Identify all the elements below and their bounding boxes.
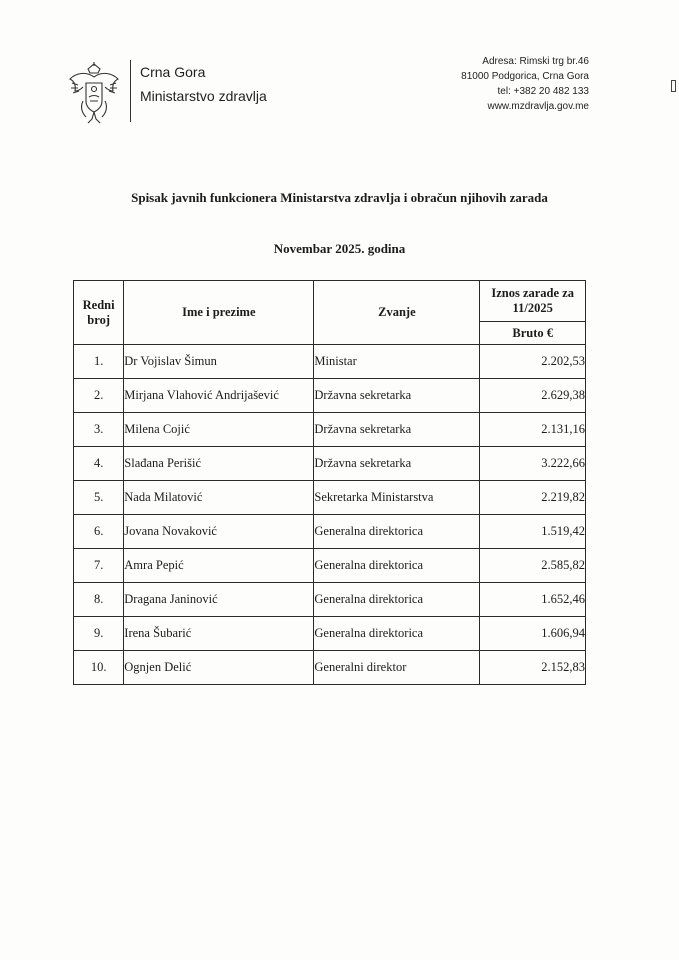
- header-amount: [480, 281, 586, 322]
- address-website: www.mzdravlja.gov.me: [487, 101, 589, 112]
- cell-amount: 2.152,83: [480, 651, 586, 685]
- scan-edge-mark: [671, 80, 676, 92]
- coat-of-arms-icon: [66, 61, 122, 125]
- header-ordinal: Redni broj: [74, 281, 124, 345]
- cell-ordinal: 2.: [74, 379, 124, 413]
- table-row: [74, 549, 586, 583]
- table-row: [74, 583, 586, 617]
- cell-amount: 2.202,53: [480, 345, 586, 379]
- cell-name: Nada Milatović: [124, 481, 314, 515]
- cell-ordinal: 6.: [74, 515, 124, 549]
- header-amount-line1: Iznos zarade za: [491, 286, 574, 300]
- cell-name: Ognjen Delić: [124, 651, 314, 685]
- cell-ordinal: 3.: [74, 413, 124, 447]
- header-amount-line2: 11/2025: [512, 301, 553, 315]
- address-phone: tel: +382 20 482 133: [497, 86, 589, 97]
- cell-name: Irena Šubarić: [124, 617, 314, 651]
- table-row: [74, 413, 586, 447]
- cell-title: Generalni direktor: [314, 651, 480, 685]
- table-row: [74, 617, 586, 651]
- cell-name: Mirjana Vlahović Andrijašević: [124, 379, 314, 413]
- cell-name: Milena Cojić: [124, 413, 314, 447]
- table-row: [74, 447, 586, 481]
- cell-title: Generalna direktorica: [314, 617, 480, 651]
- header-name: Ime i prezime: [124, 281, 314, 345]
- cell-name: Slađana Perišić: [124, 447, 314, 481]
- cell-title: Generalna direktorica: [314, 549, 480, 583]
- salary-table: [73, 280, 586, 685]
- ministry-address: [369, 54, 589, 114]
- organization-name: [140, 60, 267, 108]
- cell-title: Generalna direktorica: [314, 515, 480, 549]
- table-row: [74, 515, 586, 549]
- table-row: [74, 481, 586, 515]
- header-divider: [130, 60, 131, 122]
- cell-amount: 1.519,42: [480, 515, 586, 549]
- cell-title: Državna sekretarka: [314, 447, 480, 481]
- cell-amount: 3.222,66: [480, 447, 586, 481]
- table-row: [74, 379, 586, 413]
- org-country: Crna Gora: [140, 64, 206, 80]
- header-amount-gross: Bruto €: [480, 322, 586, 345]
- document-subtitle: Novembar 2025. godina: [273, 241, 406, 256]
- cell-ordinal: 5.: [74, 481, 124, 515]
- cell-ordinal: 7.: [74, 549, 124, 583]
- cell-title: Državna sekretarka: [314, 413, 480, 447]
- table-row: [74, 651, 586, 685]
- cell-ordinal: 8.: [74, 583, 124, 617]
- cell-amount: 2.219,82: [480, 481, 586, 515]
- org-ministry: Ministarstvo zdravlja: [140, 88, 267, 104]
- cell-amount: 2.585,82: [480, 549, 586, 583]
- cell-ordinal: 1.: [74, 345, 124, 379]
- cell-title: Generalna direktorica: [314, 583, 480, 617]
- cell-name: Dr Vojislav Šimun: [124, 345, 314, 379]
- document-title: Spisak javnih funkcionera Ministarstva zdravlja i obračun njihovih zarada: [131, 190, 548, 205]
- cell-ordinal: 9.: [74, 617, 124, 651]
- cell-title: Ministar: [314, 345, 480, 379]
- cell-amount: 1.606,94: [480, 617, 586, 651]
- cell-title: Sekretarka Ministarstva: [314, 481, 480, 515]
- cell-ordinal: 10.: [74, 651, 124, 685]
- address-city: 81000 Podgorica, Crna Gora: [461, 71, 589, 82]
- address-street: Adresa: Rimski trg br.46: [482, 56, 589, 67]
- cell-name: Jovana Novaković: [124, 515, 314, 549]
- cell-name: Amra Pepić: [124, 549, 314, 583]
- cell-title: Državna sekretarka: [314, 379, 480, 413]
- cell-ordinal: 4.: [74, 447, 124, 481]
- cell-amount: 1.652,46: [480, 583, 586, 617]
- header-title: Zvanje: [314, 281, 480, 345]
- cell-amount: 2.131,16: [480, 413, 586, 447]
- cell-amount: 2.629,38: [480, 379, 586, 413]
- cell-name: Dragana Janinović: [124, 583, 314, 617]
- table-row: [74, 345, 586, 379]
